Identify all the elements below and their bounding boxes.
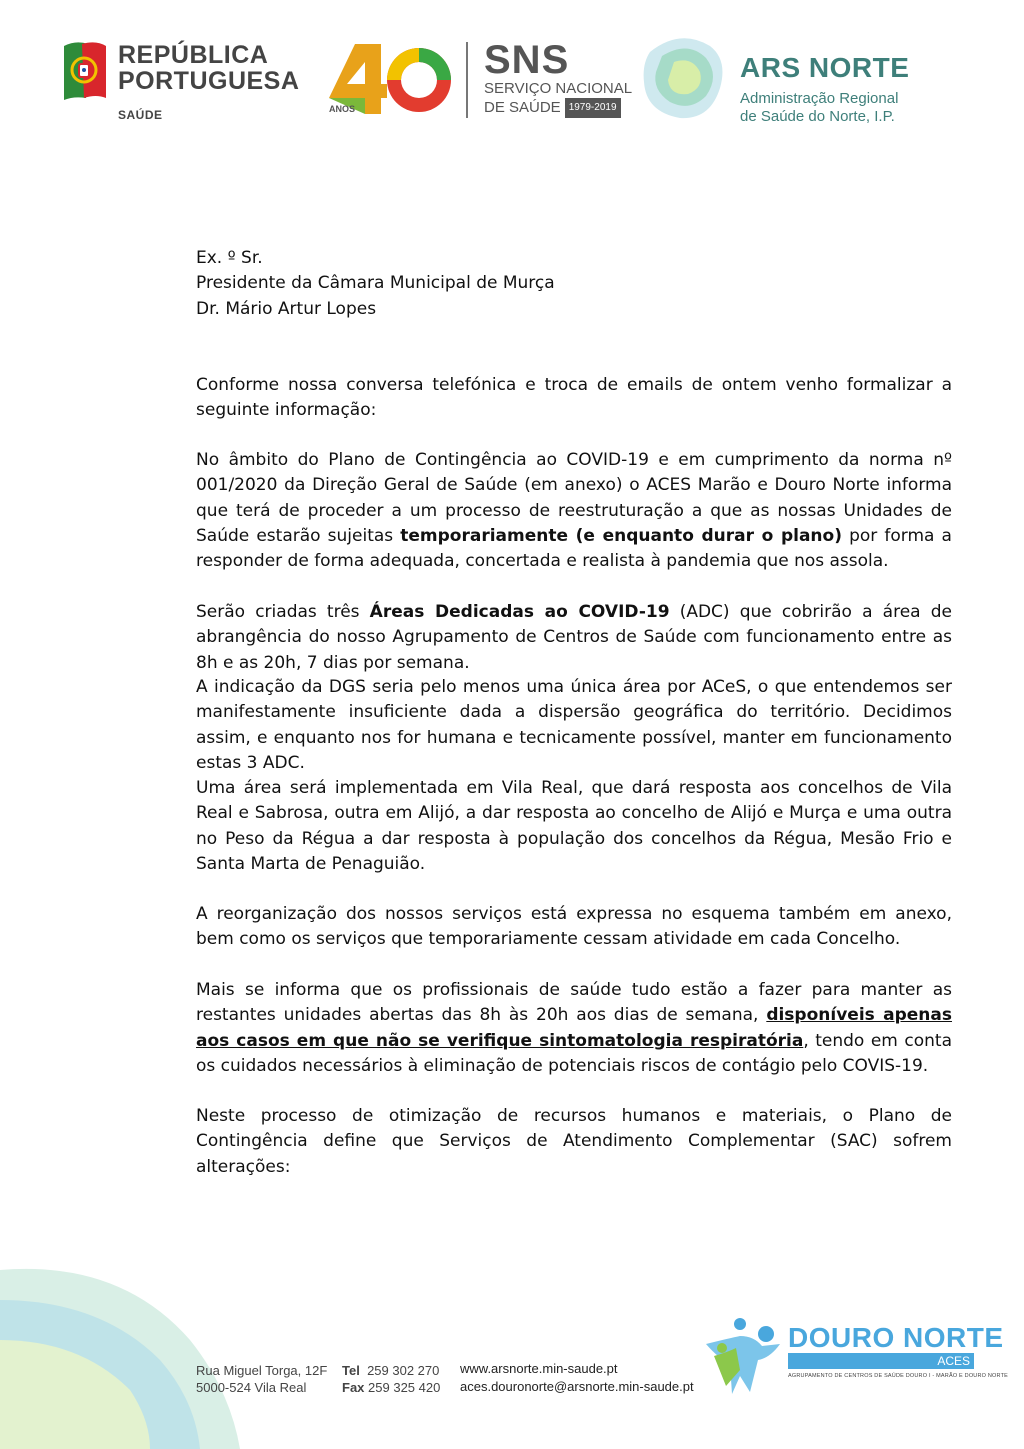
- address-line-2: 5000-524 Vila Real: [196, 1380, 307, 1395]
- ars-sub-line-2: de Saúde do Norte, I.P.: [740, 108, 895, 125]
- douro-norte-subtitle: AGRUPAMENTO DE CENTROS DE SAÚDE DOURO I - MARÃO E DOURO NORTE: [788, 1373, 1008, 1379]
- tel-number: 259 302 270: [367, 1363, 440, 1378]
- douro-norte-aces-bar: ACES: [788, 1353, 974, 1369]
- logo-line-2: PORTUGUESA: [118, 67, 300, 95]
- douro-norte-title: DOURO NORTE: [788, 1322, 1004, 1353]
- fax-label: Fax: [342, 1380, 365, 1395]
- email-link[interactable]: aces.douronorte@arsnorte.min-saude.pt: [460, 1379, 694, 1394]
- sns-years-badge: 1979-2019: [565, 98, 621, 118]
- header-divider: [466, 42, 468, 118]
- ars-norte-symbol-icon: [640, 32, 732, 124]
- ars-norte-title: ARS NORTE: [740, 52, 910, 83]
- paragraph-2: [196, 448, 952, 574]
- p7-bold-underlined: disponíveis apenas aos casos em que não se verifique sintomatologia respiratória: [196, 1005, 952, 1051]
- recipient-block: [196, 246, 952, 322]
- p2-text-a: No âmbito do Plano de Contingência ao COVID-19 e em cumprimento da norma nº 001/2020 da Direção Geral de Saúde (em anexo) o ACES Marão e Douro Norte informa que terá de proceder a um processo de reestruturação a que as nossas Unidades de Saúde estarão sujeitas: [196, 450, 952, 546]
- paragraph-7: [196, 978, 952, 1079]
- p2-text-b: por forma a responder de forma adequada, concertada e realista à pandemia que nos assola.: [196, 525, 952, 572]
- salutation: Ex. º Sr.: [196, 248, 263, 268]
- address-line-1: Rua Miguel Torga, 12F: [196, 1363, 328, 1378]
- sns-line-1: SERVIÇO NACIONAL: [484, 80, 633, 97]
- ars-sub-line-1: Administração Regional: [740, 90, 899, 107]
- republica-portuguesa-logo: [118, 42, 299, 122]
- paragraph-1: Conforme nossa conversa telefónica e troca de emails de ontem venho formalizar a seguinte informação:: [196, 375, 952, 421]
- website-link[interactable]: www.arsnorte.min-saude.pt: [460, 1361, 618, 1376]
- tel-label: Tel: [342, 1363, 360, 1378]
- footer-wave-decoration: [0, 1260, 240, 1449]
- p3-text-a: Serão criadas três: [196, 602, 370, 622]
- p3-text-b: (ADC) que cobrirão a área de abrangência do nosso Agrupamento de Centros de Saúde com funcionamento entre as 8h e as 20h, 7 dias por semana.: [196, 602, 953, 673]
- p7-text-b: , tendo em conta os cuidados necessários à eliminação de potenciais riscos de contágio pelo COVIS-19.: [196, 1030, 952, 1076]
- footer-address: [196, 1362, 327, 1396]
- recipient-position: Presidente da Câmara Municipal de Murça: [196, 273, 555, 294]
- paragraph-5: Uma área será implementada em Vila Real, que dará resposta aos concelhos de Vila Real e Sabrosa, outra em Alijó, a dar resposta ao concelho de Alijó e Murça e uma outra no Peso da Régua a dar resposta à população dos concelhos da Régua, Mesão Frio e Santa Marta de Penaguião.: [196, 778, 952, 874]
- paragraph-3: [196, 600, 952, 676]
- ars-norte-subtitle: [740, 90, 898, 126]
- sns-logo: [484, 40, 632, 118]
- recipient-name: Dr. Mário Artur Lopes: [196, 298, 377, 319]
- sns-title: SNS: [484, 38, 570, 82]
- logo-line-1: REPÚBLICA: [118, 41, 269, 69]
- logo-sub: SAÚDE: [118, 108, 163, 122]
- paragraph-6: A reorganização dos nossos serviços está expressa no esquema também em anexo, bem como os serviços que temporariamente cessam atividade em cada Concelho.: [196, 904, 952, 950]
- paragraph-8: Neste processo de otimização de recursos humanos e materiais, o Plano de Contingência define que Serviços de Atendimento Complementar (SAC) sofrem alterações:: [196, 1106, 952, 1177]
- p2-bold: temporariamente (e enquanto durar o plano): [400, 525, 842, 546]
- douro-norte-figures-icon: [700, 1314, 788, 1396]
- sns-line-2: DE SAÚDE: [484, 98, 561, 116]
- fax-number: 259 325 420: [368, 1380, 441, 1395]
- p7-text-a: Mais se informa que os profissionais de saúde tudo estão a fazer para manter as restantes unidades abertas das 8h às 20h aos dias de semana,: [196, 980, 952, 1026]
- anos-label: ANOS: [329, 104, 356, 114]
- footer-contacts: [342, 1362, 440, 1396]
- footer-web: [460, 1360, 694, 1396]
- paragraph-4: A indicação da DGS seria pelo menos uma única área por ACeS, o que entendemos ser manifestamente insuficiente dada a dispersão geográfica do território. Decidimos assim, e enquanto nos for humana e tecnicamente possível, manter em funcionamento estas 3 ADC.: [196, 677, 952, 773]
- p3-bold: Áreas Dedicadas ao COVID-19: [369, 602, 670, 622]
- portugal-coat-of-arms-icon: [60, 40, 108, 102]
